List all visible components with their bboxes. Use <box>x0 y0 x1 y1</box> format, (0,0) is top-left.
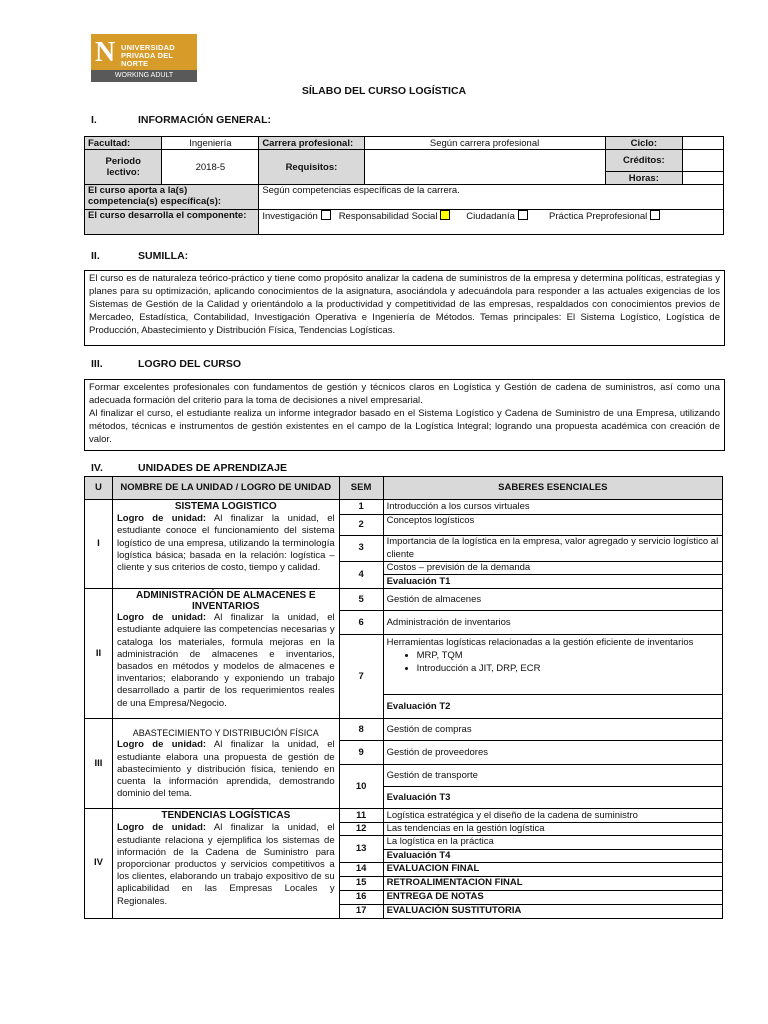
week-evaluation: Evaluación T3 <box>383 787 722 809</box>
requisitos-value <box>364 150 605 185</box>
component-practica: Práctica Preprofesional <box>549 211 648 222</box>
horas-value <box>683 172 724 185</box>
component-ciudadania: Ciudadanía <box>466 211 515 222</box>
component-investigacion: Investigación <box>262 211 318 222</box>
unit-name: ADMINISTRACIÓN DE ALMACENES E INVENTARIOS <box>135 590 316 613</box>
week-saber: Gestión de proveedores <box>383 741 722 765</box>
week-saber: Gestión de transporte <box>383 765 722 787</box>
week-saber: Gestión de almacenes <box>383 589 722 611</box>
componente-label: El curso desarrolla el componente: <box>85 210 259 235</box>
unit-name: TENDENCIAS LOGÍSTICAS <box>161 810 291 822</box>
tools-item: • MRP, TQM <box>417 649 719 662</box>
document-title: SÍLABO DEL CURSO LOGÍSTICA <box>301 85 467 97</box>
week-number: 8 <box>339 719 383 741</box>
logro-label: Logro de unidad: <box>116 822 207 834</box>
unit-2-description <box>112 589 339 719</box>
section-title: LOGRO DEL CURSO <box>138 358 242 370</box>
week-saber: Conceptos logísticos <box>383 515 722 536</box>
unit-name: ABASTECIMIENTO Y DISTRIBUCIÓN FÍSICA <box>132 728 319 739</box>
week-evaluation: Evaluación T2 <box>383 695 722 719</box>
week-number: 16 <box>339 890 383 904</box>
week-number: 1 <box>339 500 383 515</box>
carrera-label: Carrera profesional: <box>259 137 364 150</box>
tools-item: • Introducción a JIT, DRP, ECR <box>417 662 719 675</box>
logo-subtitle: WORKING ADULT <box>91 70 197 82</box>
week-saber: Costos – previsión de la demanda <box>383 562 722 575</box>
week-number: 5 <box>339 589 383 611</box>
week-evaluation: Evaluación T1 <box>383 575 722 589</box>
sumilla-text: El curso es de naturaleza teórico-práctico y tiene como propósito analizar la cadena de suministros de la empresa y determina políticas, estrategias y planes para su optimización, aplicando conocimientos de la asignatura, asociándola y adecuándola para responder a las actuales exigencias de los Sistemas de Gestión de la Calidad y orientándolo a la productividad y competitividad de las empresas, respaldados con conocimientos previos de Mercadeo, Estadística, Contabilidad, Investigación Operativa e Ingeniería de Métodos. Temas principales: El Sistema Logístico, Logística de Producción, Abastecimiento y Distribución Física, Tendencias Logísticas. <box>84 270 725 346</box>
week-saber: EVALUACION FINAL <box>383 862 722 876</box>
periodo-value: 2018-5 <box>162 150 259 185</box>
section-number: IV. <box>91 462 103 474</box>
week-saber: Introducción a los cursos virtuales <box>383 500 722 515</box>
section-title: SUMILLA: <box>138 250 189 262</box>
checkbox-investigacion[interactable] <box>321 210 331 220</box>
unit-number: III <box>85 719 113 809</box>
header-u: U <box>85 477 113 500</box>
unit-1-description <box>112 500 339 589</box>
logro-label: Logro de unidad: <box>116 513 207 525</box>
logo-line1: UNIVERSIDAD <box>121 43 175 52</box>
week-number: 2 <box>339 515 383 536</box>
week-number: 12 <box>339 823 383 836</box>
week-number: 9 <box>339 741 383 765</box>
component-responsabilidad-social: Responsabilidad Social <box>338 211 438 222</box>
week-saber: Importancia de la logística en la empresa, valor agregado y servicio logístico al cliente <box>383 536 722 562</box>
unit-name: SISTEMA LOGISTICO <box>174 501 277 512</box>
week-number: 15 <box>339 876 383 890</box>
week-number: 17 <box>339 904 383 918</box>
section-number: III. <box>91 358 103 370</box>
week-saber: Administración de inventarios <box>383 611 722 635</box>
logro-paragraph-2: Al finalizar el curso, el estudiante realiza un informe integrador basado en el Sistema Logístico y Cadena de Suministro de una Empresa, utilizando métodos, técnicas e instrumentos de gestión existentes en el campo de la Logística Integral; logrando una propuesta académica con creación de valor. <box>89 408 720 445</box>
logo-mark: N <box>95 37 116 68</box>
checkbox-responsabilidad-social[interactable] <box>440 210 450 220</box>
facultad-value: Ingeniería <box>162 137 259 150</box>
general-info-table <box>84 136 724 235</box>
requisitos-label: Requisitos: <box>259 150 364 185</box>
facultad-label: Facultad: <box>85 137 162 150</box>
week-number: 13 <box>339 836 383 862</box>
checkbox-ciudadania[interactable] <box>518 210 528 220</box>
creditos-label: Créditos: <box>605 150 682 172</box>
week-number: 3 <box>339 536 383 562</box>
university-logo <box>91 34 197 82</box>
week-saber: La logística en la práctica <box>383 836 722 849</box>
unit-logro: Al finalizar la unidad, el estudiante adquiere las competencias necesarias y cataloga los materiales, formula mejoras en la administración de almacenes e inventarios, basados en métodos y modelos de almacenes e inventarios; elaborando y exponiendo un trabajo desarrollado a partir de los requerimientos reales de una Empresa/Negocio. <box>116 612 335 709</box>
week-number: 4 <box>339 562 383 589</box>
aporta-label: El curso aporta a la(s) competencia(s) específica(s): <box>85 185 259 210</box>
creditos-value <box>683 150 724 172</box>
units-table <box>84 476 723 919</box>
logro-paragraph-1: Formar excelentes profesionales con fundamentos de gestión y técnicos claros en Logística y Gestión de cadena de suministros, así como una adecuada formación del criterio para la toma de decisiones a nivel empresarial. <box>89 382 720 406</box>
tools-list <box>387 649 719 675</box>
carrera-value: Según carrera profesional <box>364 137 605 150</box>
week-saber: Gestión de compras <box>383 719 722 741</box>
logro-curso-box <box>84 379 725 451</box>
checkbox-practica[interactable] <box>650 210 660 220</box>
unit-logro: Al finalizar la unidad, el estudiante relaciona y ejemplifica los sistemas de información de la Cadena de Suministro para proporcionar productos y servicios competitivos a los clientes, elaborando un trabajo expositivo de su aplicabilidad en las Empresas Locales y Regionales. <box>116 822 335 907</box>
componente-options <box>259 210 724 235</box>
week-number: 7 <box>339 635 383 719</box>
unit-logro: Al finalizar la unidad, el estudiante elabora una propuesta de gestión de abastecimiento y distribución física, teniendo en cuenta la información aprendida, demostrando dominio del tema. <box>116 739 335 800</box>
week-saber: Las tendencias en la gestión logística <box>383 823 722 836</box>
week-number: 14 <box>339 862 383 876</box>
week-number: 11 <box>339 809 383 823</box>
week-saber: EVALUACIÓN SUSTITUTORIA <box>383 904 722 918</box>
week-evaluation: Evaluación T4 <box>383 849 722 862</box>
week-saber: RETROALIMENTACION FINAL <box>383 876 722 890</box>
week-saber: Logística estratégica y el diseño de la cadena de suministro <box>383 809 722 823</box>
header-nombre: NOMBRE DE LA UNIDAD / LOGRO DE UNIDAD <box>112 477 339 500</box>
week-saber-7 <box>383 635 722 695</box>
unit-3-description <box>112 719 339 809</box>
logro-label: Logro de unidad: <box>116 739 207 751</box>
periodo-label: Periodo lectivo: <box>85 150 162 185</box>
ciclo-value <box>683 137 724 150</box>
unit-number: IV <box>85 809 113 919</box>
header-saberes: SABERES ESENCIALES <box>383 477 722 500</box>
unit-4-description <box>112 809 339 919</box>
week-number: 6 <box>339 611 383 635</box>
logo-line2: PRIVADA DEL NORTE <box>121 51 174 68</box>
week-number: 10 <box>339 765 383 809</box>
section-title: INFORMACIÓN GENERAL: <box>138 114 271 126</box>
week-saber: Herramientas logísticas relacionadas a la gestión eficiente de inventarios <box>386 637 694 649</box>
unit-number: I <box>85 500 113 589</box>
section-number: II. <box>91 250 100 262</box>
unit-number: II <box>85 589 113 719</box>
week-saber: ENTREGA DE NOTAS <box>383 890 722 904</box>
header-sem: SEM <box>339 477 383 500</box>
aporta-value: Según competencias específicas de la carrera. <box>259 185 724 210</box>
logro-label: Logro de unidad: <box>116 612 207 624</box>
section-title: UNIDADES DE APRENDIZAJE <box>138 462 287 474</box>
ciclo-label: Ciclo: <box>605 137 682 150</box>
unit-logro: Al finalizar la unidad, el estudiante conoce el funcionamiento del sistema logístico de una empresa, utilizando la terminología logística básica; basada en la relación: logística – cliente y sus criterios de costo, tiempo y calidad. <box>116 513 335 574</box>
section-number: I. <box>91 114 97 126</box>
horas-label: Horas: <box>605 172 682 185</box>
